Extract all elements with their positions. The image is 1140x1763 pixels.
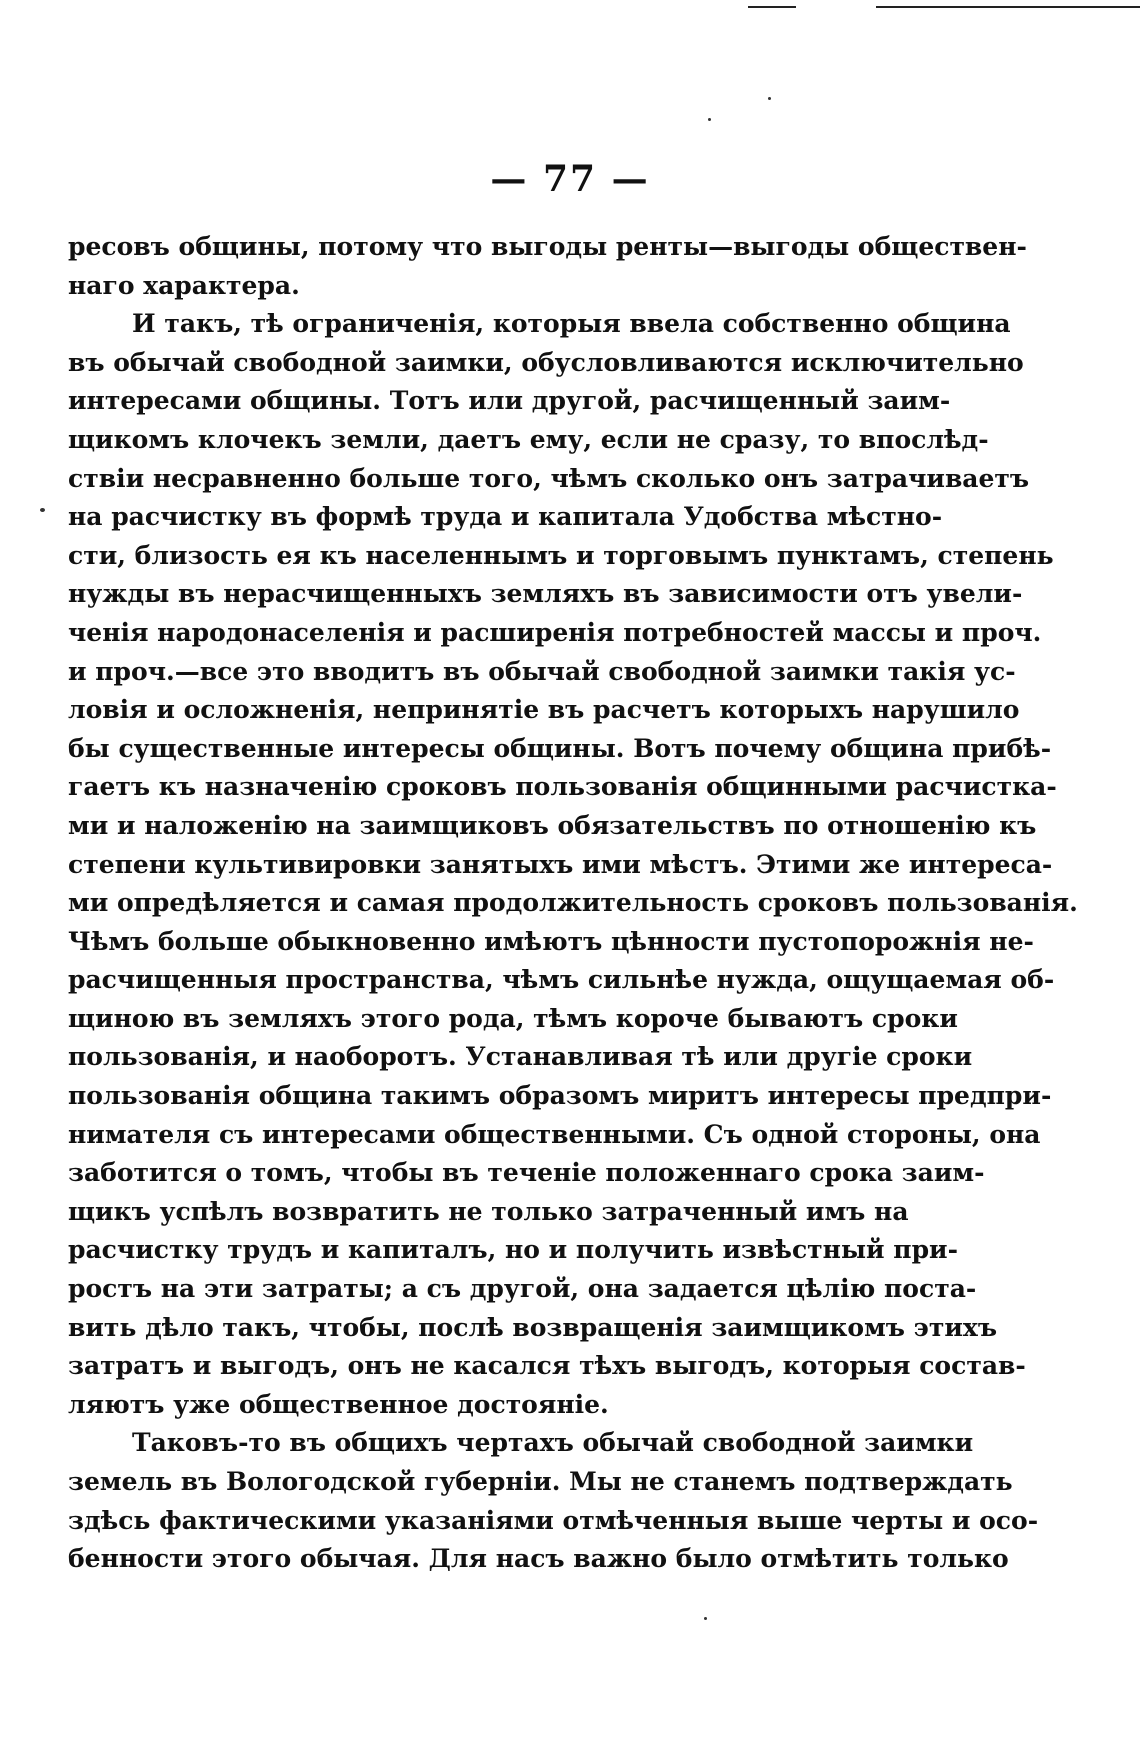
- page-number: — 77 —: [490, 158, 650, 200]
- body-text: [68, 228, 1078, 1579]
- text-line: Чѣмъ больше обыкновенно имѣютъ цѣнности пустопорожнія не-: [68, 926, 1034, 956]
- text-line: ростъ на эти затраты; а съ другой, она задается цѣлію поста-: [68, 1274, 977, 1304]
- text-line: расчистку трудъ и капиталъ, но и получить извѣстный при-: [68, 1235, 958, 1265]
- text-line: расчищенныя пространства, чѣмъ сильнѣе нужда, ощущаемая об-: [68, 965, 1055, 995]
- text-line: ресовъ общины, потому что выгоды ренты—выгоды обществен-: [68, 232, 1027, 261]
- text-line: интересами общины. Тотъ или другой, расчищенный заим-: [68, 386, 951, 416]
- text-line: щиною въ земляхъ этого рода, тѣмъ короче бываютъ сроки: [68, 1003, 958, 1033]
- text-line: бы существенные интересы общины. Вотъ почему община прибѣ-: [68, 733, 1052, 763]
- text-line: пользованія община такимъ образомъ миритъ интересы предпри-: [68, 1081, 1052, 1111]
- text-line: нужды въ нерасчищенныхъ земляхъ въ зависимости отъ увели-: [68, 579, 1023, 609]
- specks: [40, 508, 45, 512]
- paragraph-start: Таковъ-то въ общихъ чертахъ обычай свободной заимки: [132, 1428, 974, 1458]
- text-line: заботится о томъ, чтобы въ теченіе положеннаго срока заим-: [68, 1158, 985, 1188]
- text-line: на расчистку въ формѣ труда и капитала Удобства мѣстно-: [68, 502, 943, 532]
- text-line: ловія и осложненія, непринятіе въ расчетъ которыхъ нарушило: [68, 695, 1020, 725]
- text-line: въ обычай свободной заимки, обусловливаются исключительно: [68, 347, 1024, 377]
- text-line: нимателя съ интересами общественными. Съ одной стороны, она: [68, 1119, 1041, 1149]
- text-line: щикъ успѣлъ возвратить не только затраченный имъ на: [68, 1196, 909, 1226]
- text-line: ляютъ уже общественное достояніе.: [68, 1389, 609, 1419]
- text-line: вить дѣло такъ, чтобы, послѣ возвращенія заимщикомъ этихъ: [68, 1312, 998, 1342]
- text-line: ствіи несравненно больше того, чѣмъ сколько онъ затрачиваетъ: [68, 463, 1030, 493]
- text-line: наго характера.: [68, 270, 300, 300]
- text-line: ченія народонаселенія и расширенія потребностей массы и проч.: [68, 617, 1042, 647]
- top-rule-left: [748, 6, 796, 8]
- text-line: щикомъ клочекъ земли, даетъ ему, если не сразу, то впослѣд-: [68, 424, 989, 454]
- text-line: здѣсь фактическими указаніями отмѣченныя выше черты и осо-: [68, 1505, 1039, 1535]
- text-line: земель въ Вологодской губерніи. Мы не станемъ подтверждать: [68, 1467, 1013, 1496]
- top-rule-right: [876, 6, 1140, 8]
- text-line: ми и наложенію на заимщиковъ обязательствъ по отношенію къ: [68, 810, 1037, 840]
- text-line: степени культивировки занятыхъ ими мѣстъ. Этими же интереса-: [68, 849, 1053, 879]
- text-line: и проч.—все это вводитъ въ обычай свободной заимки такія ус-: [68, 656, 1016, 686]
- text-line: ми опредѣляется и самая продолжительность сроковъ пользованія.: [68, 888, 1078, 918]
- text-line: затратъ и выгодъ, онъ не касался тѣхъ выгодъ, которыя состав-: [68, 1351, 1026, 1381]
- text-line: гаетъ къ назначенію сроковъ пользованія общинными расчистка-: [68, 772, 1057, 802]
- paragraph-start: И такъ, тѣ ограниченія, которыя ввела собственно община: [132, 309, 1011, 339]
- specks: [708, 118, 711, 121]
- text-line: сти, близость ея къ населеннымъ и торговымъ пунктамъ, степень: [68, 540, 1054, 570]
- specks: [704, 1617, 707, 1620]
- specks: [768, 97, 771, 100]
- text-line: бенности этого обычая. Для насъ важно было отмѣтить только: [68, 1544, 1009, 1574]
- text-line: пользованія, и наоборотъ. Устанавливая тѣ или другіе сроки: [68, 1042, 973, 1072]
